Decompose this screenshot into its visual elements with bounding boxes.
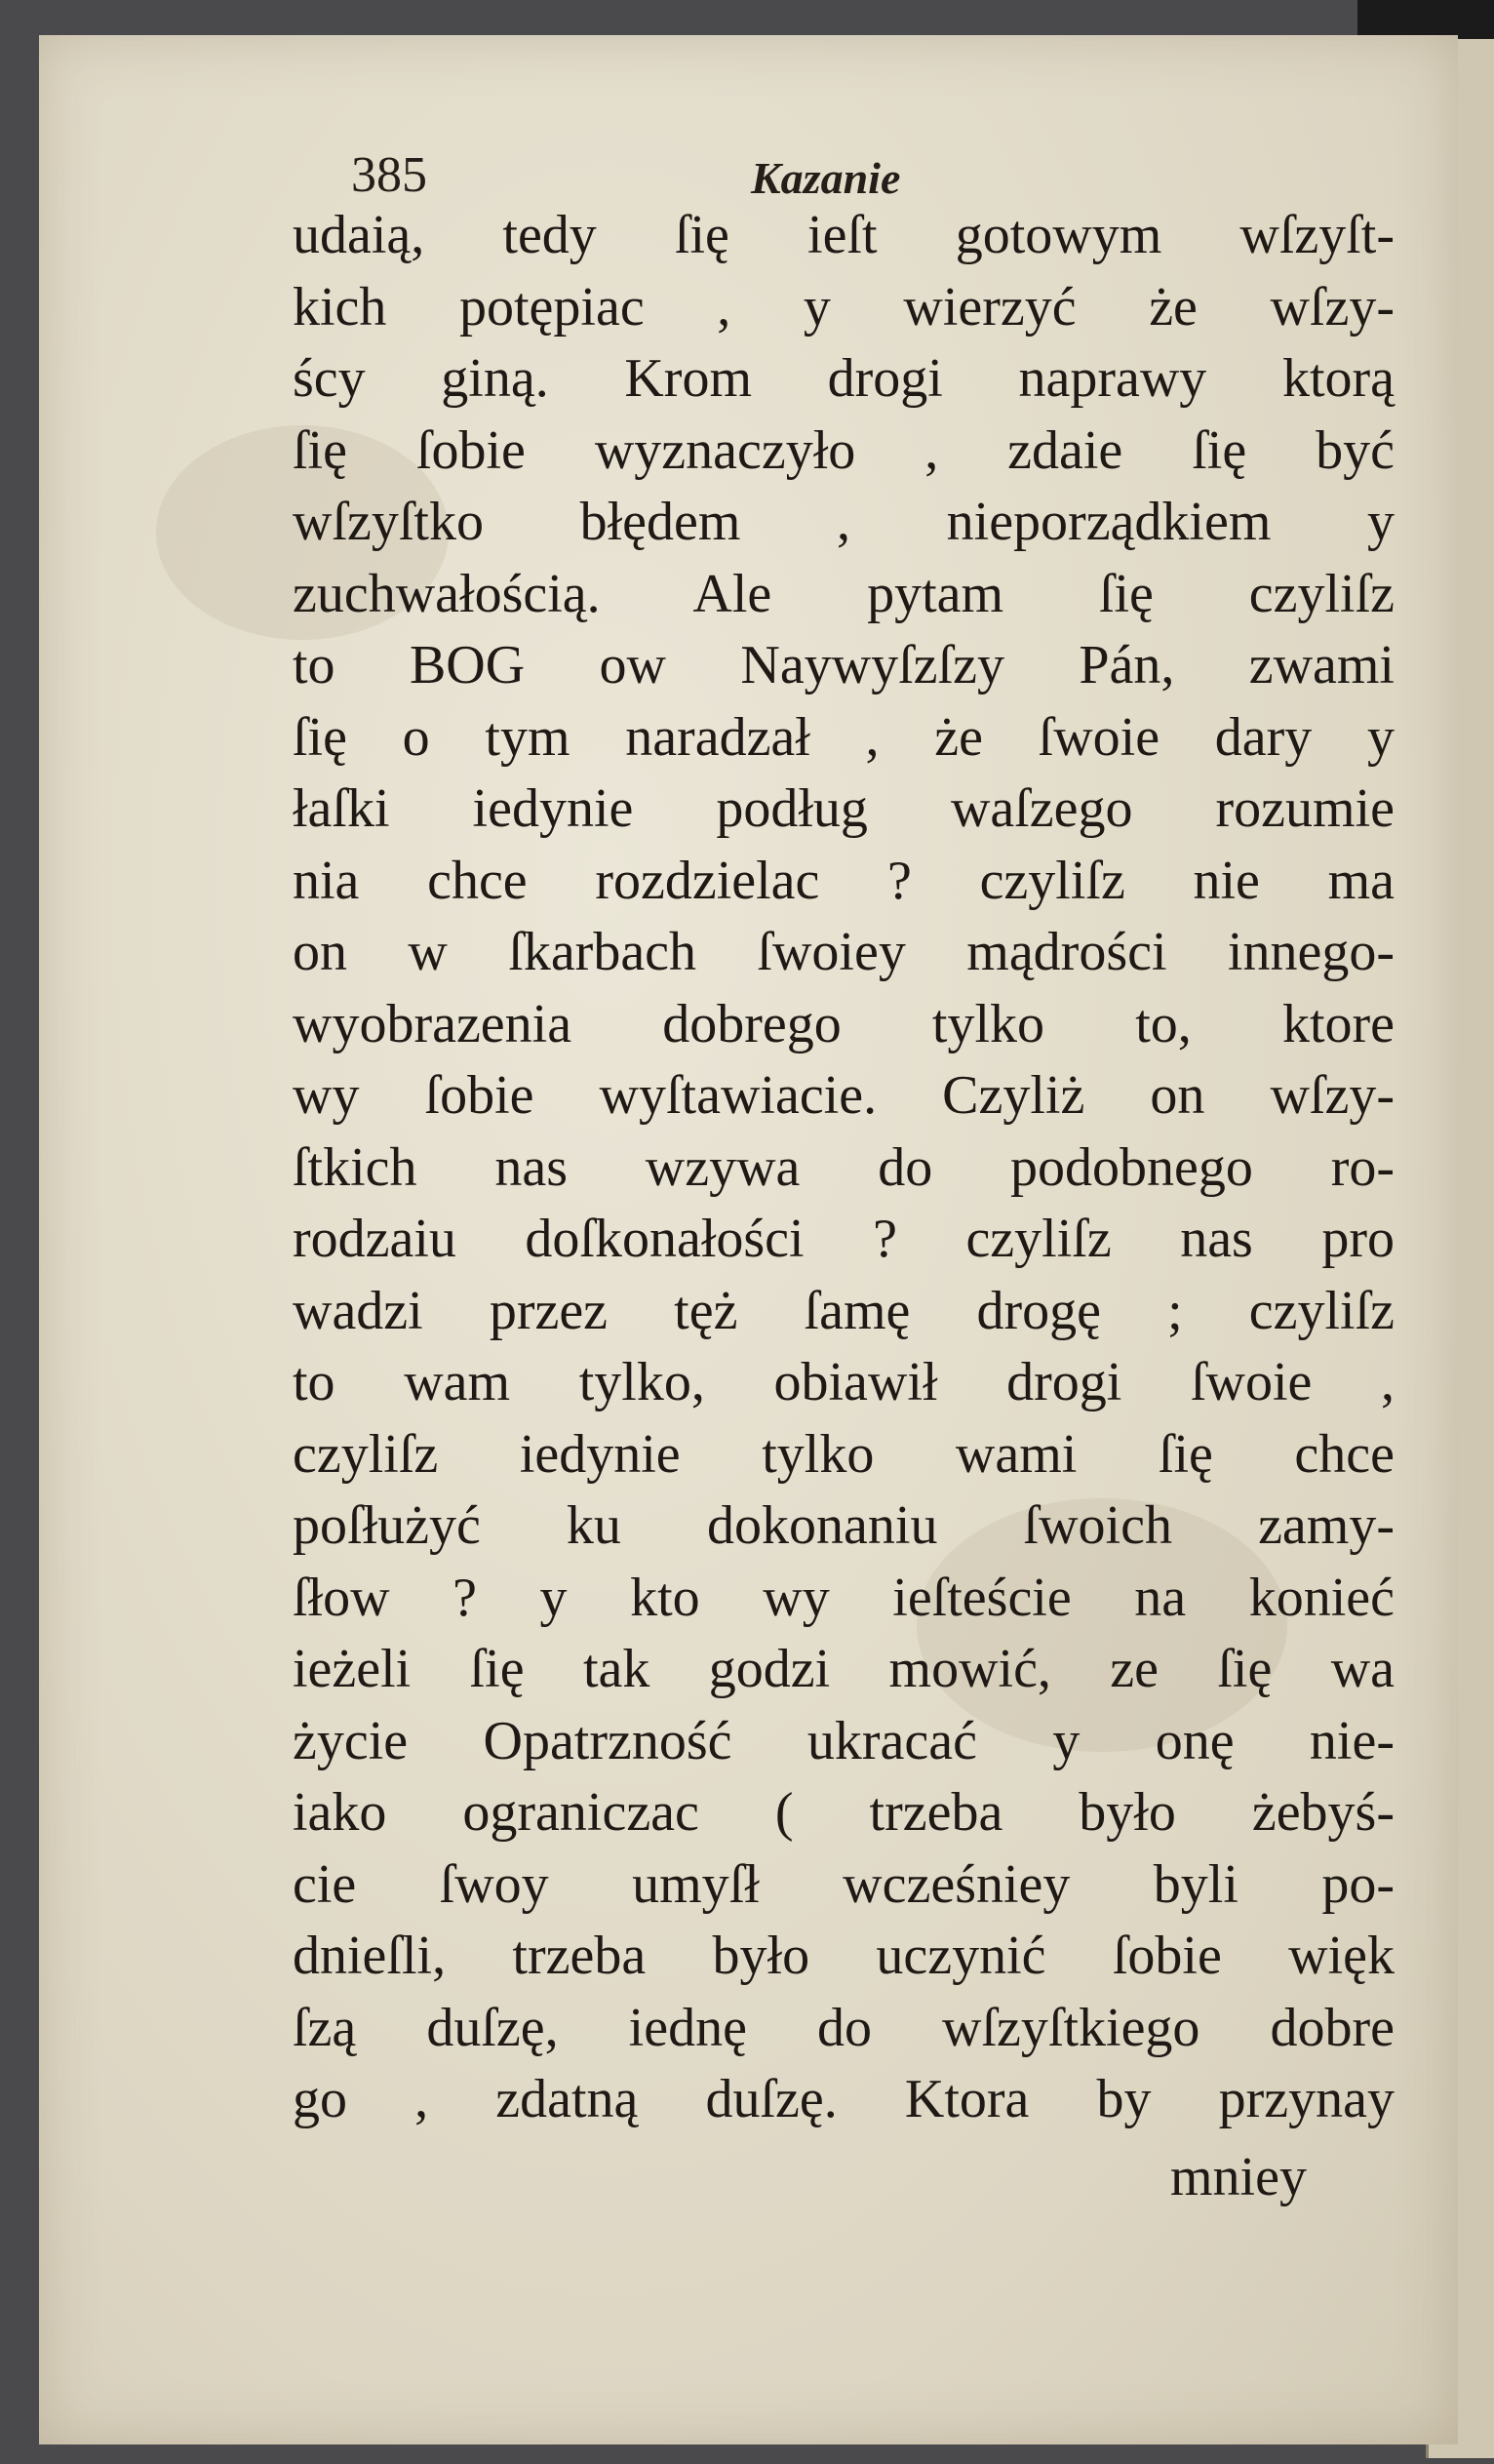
text-line: wſzyſtko błędem , nieporządkiem y <box>293 492 1395 552</box>
text-line: ścy giną. Krom drogi naprawy ktorą <box>293 348 1395 409</box>
text-line: cie ſwoy umyſł wcześniey byli po- <box>293 1853 1395 1915</box>
text-line: ieżeli ſię tak godzi mowić, ze ſię wa <box>293 1639 1395 1699</box>
catchword: mniey <box>1170 2147 1307 2207</box>
text-line: poſłużyć ku dokonaniu ſwoich zamy- <box>293 1495 1395 1556</box>
text-line: ſię ſobie wyznaczyło , zdaie ſię być <box>293 419 1395 481</box>
text-line: dnieſli, trzeba było uczynić ſobie więk <box>293 1926 1395 1986</box>
text-line: wyobrazenia dobrego tylko to, ktore <box>293 993 1395 1054</box>
text-line: życie Opatrzność ukracać y onę nie- <box>293 1710 1395 1771</box>
text-line: on w ſkarbach ſwoiey mądrości innego- <box>293 922 1395 982</box>
text-line: udaią, tedy ſię ieſt gotowym wſzyſt- <box>293 205 1395 265</box>
text-line: nia chce rozdzielac ? czyliſz nie ma <box>293 850 1395 911</box>
text-line: ſię o tym naradzał , że ſwoie dary y <box>293 706 1395 768</box>
text-line: rodzaiu doſkonałości ? czyliſz nas pro <box>293 1209 1395 1269</box>
text-line: czyliſz iedynie tylko wami ſię chce <box>293 1423 1395 1485</box>
text-line: wy ſobie wyſtawiacie. Czyliż on wſzy- <box>293 1065 1395 1126</box>
text-line: ſzą duſzę, iednę do wſzyſtkiego dobre <box>293 1997 1395 2058</box>
text-line: ſłow ? y kto wy ieſteście na konieć <box>293 1567 1395 1628</box>
scan-edge <box>1357 0 1494 39</box>
text-line: to BOG ow Naywyſzſzy Pán, zwami <box>293 635 1395 695</box>
text-line: łaſki iedynie podług waſzego rozumie <box>293 778 1395 839</box>
text-line: iako ograniczac ( trzeba było żebyś- <box>293 1782 1395 1843</box>
page-number: 385 <box>351 147 427 203</box>
text-line: to wam tylko, obiawił drogi ſwoie , <box>293 1352 1395 1412</box>
running-head: Kazanie <box>751 153 901 203</box>
text-line: zuchwałością. Ale pytam ſię czyliſz <box>293 563 1395 624</box>
text-line: wadzi przez tęż ſamę drogę ; czyliſz <box>293 1280 1395 1341</box>
text-line: kich potępiac , y wierzyć że wſzy- <box>293 276 1395 338</box>
text-line: go , zdatną duſzę. Ktora by przynay <box>293 2069 1395 2129</box>
body-text <box>293 200 1395 2136</box>
text-line: ſtkich nas wzywa do podobnego ro- <box>293 1136 1395 1198</box>
